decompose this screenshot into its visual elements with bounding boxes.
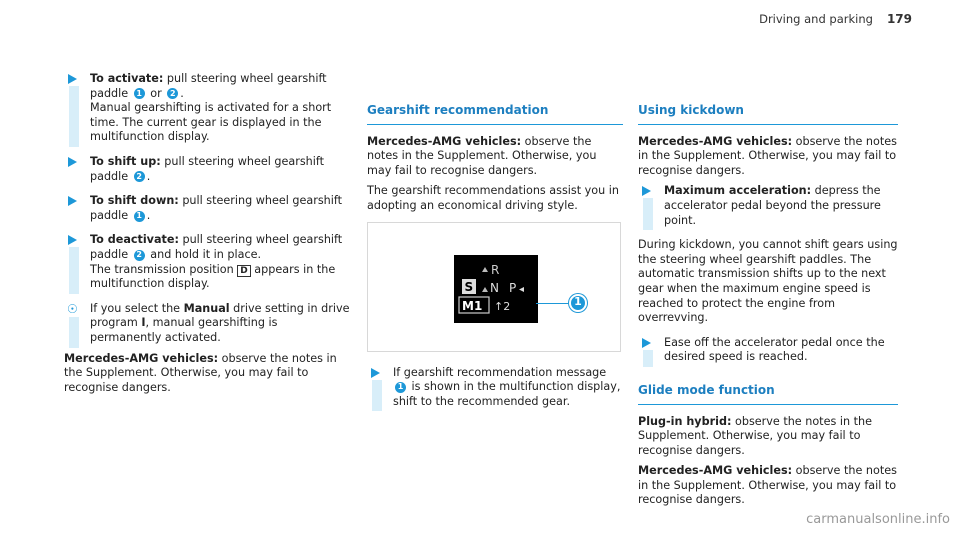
step-text: pull steering wheel gearshift paddle: [90, 72, 327, 100]
step-text: pull steering wheel gearshift paddle: [90, 194, 342, 222]
note-manual: [64, 302, 352, 346]
gear-display-graphic: [454, 255, 538, 323]
step-arrow-icon: [68, 235, 77, 245]
note-program: I: [141, 316, 146, 330]
step-maximum-acceleration: [638, 184, 898, 228]
callout-number: 2: [134, 171, 145, 182]
amg-text: observe the notes in the Supplement. Otherwise, you may fail to recognise dangers.: [64, 351, 337, 394]
heading-glide-mode: Glide mode function: [638, 383, 898, 405]
step-shift-down: [64, 194, 352, 223]
note-text: drive setting in drive program: [90, 301, 350, 330]
kickdown-text: During kickdown, you cannot shift gears using the steering wheel gearshift paddles. The automatic transmission shifts up to the next gear when the maximum engine speed is reached to protect the engine from overrevving.: [638, 238, 898, 325]
display-figure: [367, 222, 621, 352]
step-text: Ease off the accelerator pedal once the desired speed is reached.: [664, 335, 885, 364]
callout-number: 1: [134, 211, 145, 222]
gear-s-text: S: [464, 279, 474, 294]
hybrid-text: observe the notes in the Supplement. Otherwise, you may fail to recognise dangers.: [638, 414, 872, 457]
callout-number: 2: [167, 88, 178, 99]
column-middle: [367, 103, 623, 419]
step-arrow-icon: [371, 368, 380, 378]
step-text: pull steering wheel gearshift paddle: [90, 154, 324, 183]
hybrid-label: Plug-in hybrid:: [638, 414, 732, 428]
column-right: [638, 103, 898, 514]
step-text: .: [146, 169, 151, 183]
step-text: is shown in the multifunction display, shift to the recommended gear.: [393, 380, 621, 408]
step-text: If gearshift recommendation message: [393, 365, 607, 379]
step-recommendation: [367, 366, 623, 410]
watermark-footer: carmanualsonline.info: [806, 512, 950, 527]
step-label: Maximum acceleration:: [664, 184, 812, 198]
gear-n-text: N: [490, 280, 499, 295]
amg-label: Mercedes-AMG vehicles:: [64, 351, 219, 365]
step-label: To deactivate:: [90, 233, 179, 247]
page-header: [759, 12, 912, 26]
callout-line: [536, 303, 572, 304]
step-ease-off: [638, 336, 898, 365]
step-label: To shift up:: [90, 154, 161, 168]
step-bar: [372, 380, 382, 412]
column-left: [64, 72, 352, 401]
step-text: depress the accelerator pedal beyond the pressure point.: [664, 184, 881, 227]
step-text: .: [146, 208, 151, 222]
info-bulb-icon: ☉: [67, 301, 78, 316]
step-text: pull steering wheel gearshift paddle: [90, 233, 343, 261]
note-bold: Manual: [183, 301, 230, 315]
heading-gearshift-recommendation: Gearshift recommendation: [367, 103, 623, 125]
amg-text: observe the notes in the Supplement. Otherwise, you may fail to recognise dangers.: [638, 134, 897, 177]
step-text: or: [146, 86, 166, 100]
multifunction-display: [454, 255, 538, 323]
step-bar: [69, 247, 79, 293]
amg-label: Mercedes-AMG vehicles:: [638, 464, 793, 478]
section-title: Driving and parking: [759, 12, 873, 26]
amg-text: observe the notes in the Supplement. Otherwise, you may fail to recognise dangers.: [638, 464, 897, 507]
step-text: Manual gearshifting is activated for a short time. The current gear is displayed in the multifunction display.: [90, 101, 332, 144]
gear-p-text: P: [509, 280, 517, 295]
note-text: , manual gearshifting is permanently activated.: [90, 316, 278, 344]
note-bar: [69, 317, 79, 348]
page-number: 179: [886, 12, 912, 26]
gear-r-text: R: [491, 262, 500, 277]
step-arrow-icon: [642, 186, 651, 196]
step-label: To activate:: [90, 72, 164, 85]
amg-text: observe the notes in the Supplement. Otherwise, you may fail to recognise dangers.: [367, 134, 597, 177]
step-activate: [64, 72, 352, 145]
step-bar: [643, 350, 653, 367]
gear-d-symbol: D: [237, 265, 250, 277]
step-deactivate: [64, 233, 352, 291]
step-bar: [643, 198, 653, 230]
callout-number-1: 1: [569, 294, 587, 312]
callout-number: 1: [134, 88, 145, 99]
step-label: To shift down:: [90, 194, 179, 208]
intro-text: The gearshift recommendations assist you in adopting an economical driving style.: [367, 184, 619, 212]
amg-note: [367, 135, 623, 179]
step-text: appears in the multifunction display.: [90, 262, 336, 291]
amg-label: Mercedes-AMG vehicles:: [638, 134, 793, 148]
step-arrow-icon: [68, 157, 77, 167]
step-bar: [69, 86, 79, 147]
amg-note: [64, 352, 352, 396]
step-arrow-icon: [68, 74, 77, 84]
amg-label: Mercedes-AMG vehicles:: [367, 134, 522, 148]
amg-note: [638, 464, 898, 508]
hybrid-note: [638, 415, 898, 459]
callout-number: 1: [395, 382, 406, 393]
callout-number: 2: [134, 250, 145, 261]
step-text: .: [180, 86, 184, 100]
gear-m1-text: M1: [462, 298, 483, 313]
step-text: and hold it in place.: [146, 247, 262, 261]
note-text: If you select the: [90, 301, 184, 315]
step-shift-up: [64, 155, 352, 184]
gear-recommendation-text: ↑2: [494, 299, 511, 313]
amg-note: [638, 135, 898, 179]
step-text: The transmission position: [90, 262, 238, 276]
step-arrow-icon: [642, 338, 651, 348]
step-arrow-icon: [68, 196, 77, 206]
heading-using-kickdown: Using kickdown: [638, 103, 898, 125]
